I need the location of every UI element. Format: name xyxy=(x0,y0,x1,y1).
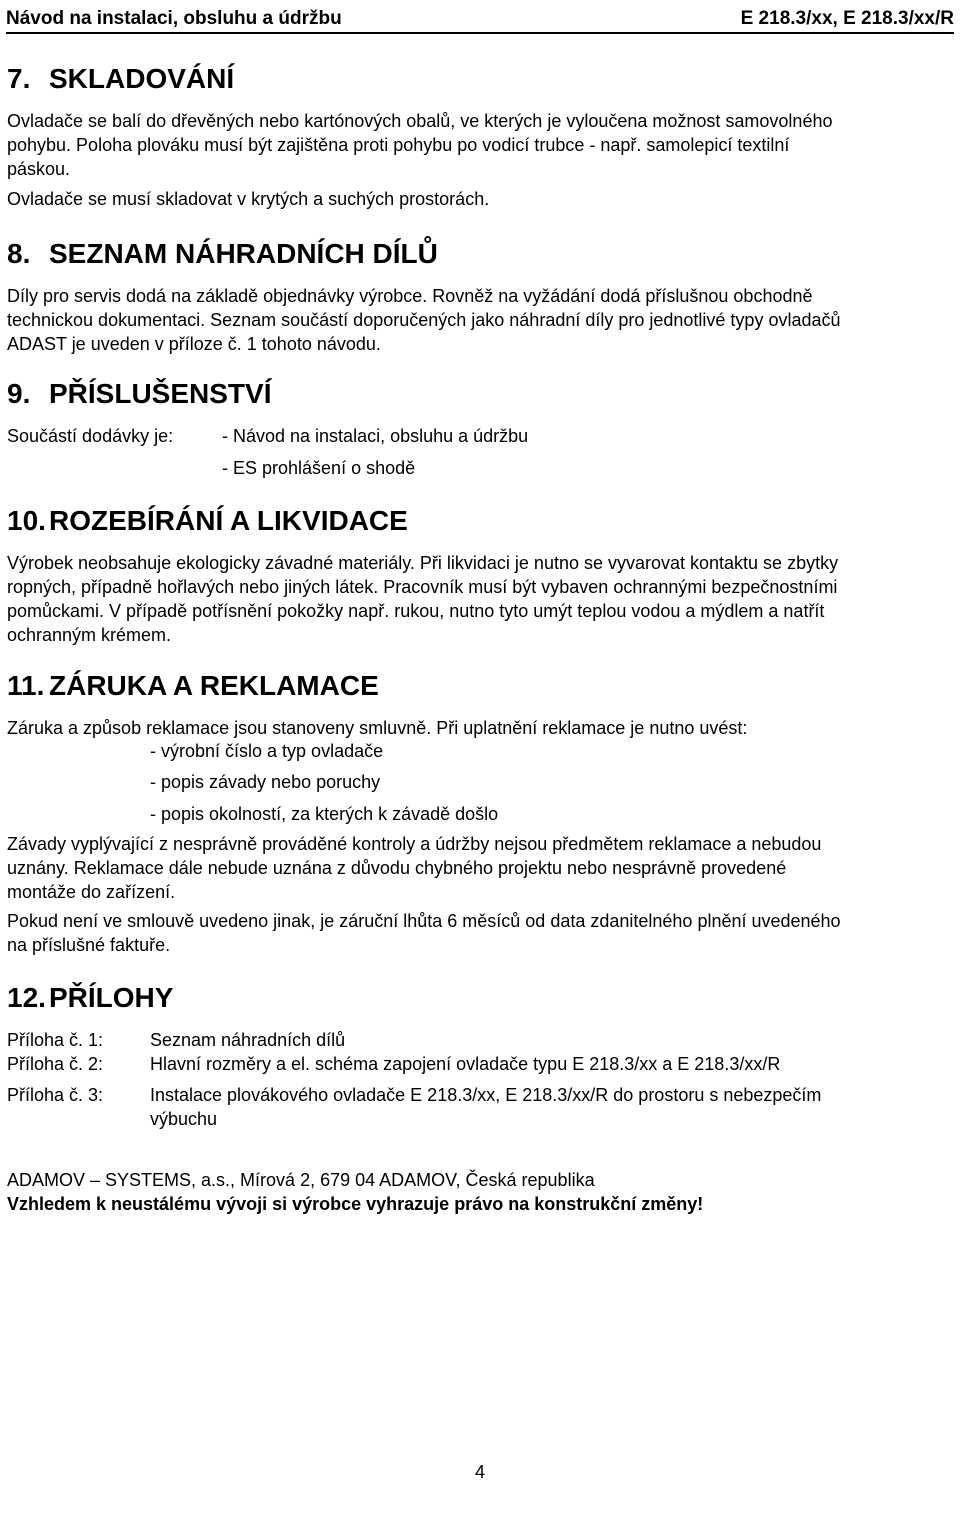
attachment-text: Hlavní rozměry a el. schéma zapojení ovladače typu E 218.3/xx a E 218.3/xx/R xyxy=(150,1054,781,1074)
paragraph-line: technickou dokumentaci. Seznam součástí doporučených jako náhradní díly pro jednotlivé typy ovladačů xyxy=(7,310,841,330)
paragraph-line: ADAST je uveden v příloze č. 1 tohoto návodu. xyxy=(7,334,381,354)
section-10-title: ROZEBÍRÁNÍ A LIKVIDACE xyxy=(49,505,408,536)
paragraph-line: Ovladače se balí do dřevěných nebo kartónových obalů, ve kterých je vyloučena možnost samovolného xyxy=(7,111,833,131)
section-8-heading xyxy=(7,238,438,270)
change-notice: Vzhledem k neustálému vývoji si výrobce vyhrazuje právo na konstrukční změny! xyxy=(7,1194,704,1214)
paragraph-line: ropných, případně hořlavých nebo jiných látek. Pracovník musí být vybaven ochrannými bezpečnostními xyxy=(7,577,838,597)
section-7-heading xyxy=(7,63,234,95)
warranty-paragraph-2 xyxy=(7,909,957,957)
paragraph-line: pohybu. Poloha plováku musí být zajištěna proti pohybu po vodicí trubce - např. samolepicí textilní xyxy=(7,135,790,155)
section-12-number: 12. xyxy=(7,982,46,1013)
paragraph-line: Pokud není ve smlouvě uvedeno jinak, je záruční lhůta 6 měsíců od data zdanitelného plnění uvedeného xyxy=(7,911,841,931)
warranty-intro: Záruka a způsob reklamace jsou stanoveny smluvně. Při uplatnění reklamace je nutno uvést: xyxy=(7,718,748,738)
header-model: E 218.3/xx, E 218.3/xx/R xyxy=(740,8,954,29)
attachment-text-continued: výbuchu xyxy=(150,1109,218,1129)
attachment-label: Příloha č. 1: xyxy=(7,1030,104,1050)
warranty-paragraph-1 xyxy=(7,832,957,904)
section-7-title: SKLADOVÁNÍ xyxy=(49,63,235,94)
paragraph-line: montáže do zařízení. xyxy=(7,882,176,902)
paragraph-line: Ovladače se musí skladovat v krytých a suchých prostorách. xyxy=(7,189,490,209)
paragraph-line: Výrobek neobsahuje ekologicky závadné materiály. Při likvidaci je nutno se vyvarovat kontaktu se zbytky xyxy=(7,553,839,573)
section-12-title: PŘÍLOHY xyxy=(49,982,174,1013)
attachment-text: Instalace plovákového ovladače E 218.3/xx, E 218.3/xx/R do prostoru s nebezpečím xyxy=(150,1085,822,1105)
attachment-label: Příloha č. 2: xyxy=(7,1054,104,1074)
section-10-body xyxy=(7,551,957,647)
section-11-number: 11. xyxy=(7,670,45,701)
section-8-number: 8. xyxy=(7,238,31,269)
warranty-item: - popis okolností, za kterých k závadě došlo xyxy=(150,804,499,824)
company-address: ADAMOV – SYSTEMS, a.s., Mírová 2, 679 04 ADAMOV, Česká republika xyxy=(7,1170,595,1190)
attachment-label: Příloha č. 3: xyxy=(7,1085,104,1105)
paragraph-line: ochranným krémem. xyxy=(7,625,172,645)
header-title: Návod na instalaci, obsluhu a údržbu xyxy=(6,8,342,29)
section-11-title: ZÁRUKA A REKLAMACE xyxy=(49,670,379,701)
section-9-number: 9. xyxy=(7,378,31,409)
section-8-body xyxy=(7,284,957,356)
section-7-body xyxy=(7,109,957,211)
accessories-label: Součástí dodávky je: xyxy=(7,426,174,446)
paragraph-line: Závady vyplývající z nesprávně prováděné kontroly a údržby nejsou předmětem reklamace a nebudou xyxy=(7,834,822,854)
paragraph-line: Díly pro servis dodá na základě objednávky výrobce. Rovněž na vyžádání dodá příslušnou obchodně xyxy=(7,286,813,306)
section-9-heading xyxy=(7,378,271,410)
section-10-number: 10. xyxy=(7,505,46,536)
page-header xyxy=(6,0,954,34)
accessory-item: - Návod na instalaci, obsluhu a údržbu xyxy=(222,426,529,446)
accessory-item: - ES prohlášení o shodě xyxy=(222,458,416,478)
warranty-item: - výrobní číslo a typ ovladače xyxy=(150,741,384,761)
warranty-item: - popis závady nebo poruchy xyxy=(150,772,381,792)
section-11-heading xyxy=(7,670,379,702)
section-9-title: PŘÍSLUŠENSTVÍ xyxy=(49,378,272,409)
section-12-heading xyxy=(7,982,173,1014)
page-number: 4 xyxy=(474,1462,485,1482)
paragraph-line: pomůckami. V případě potřísnění pokožky např. rukou, nutno tyto umýt teplou vodou a mýdlem a natřít xyxy=(7,601,825,621)
attachment-text: Seznam náhradních dílů xyxy=(150,1030,346,1050)
section-10-heading xyxy=(7,505,408,537)
paragraph-line: páskou. xyxy=(7,159,71,179)
section-7-number: 7. xyxy=(7,63,31,94)
paragraph-line: uznány. Reklamace dále nebude uznána z důvodu chybného projektu nebo nesprávně provedené xyxy=(7,858,787,878)
paragraph-line: na příslušné faktuře. xyxy=(7,935,171,955)
section-8-title: SEZNAM NÁHRADNÍCH DÍLŮ xyxy=(49,238,438,269)
